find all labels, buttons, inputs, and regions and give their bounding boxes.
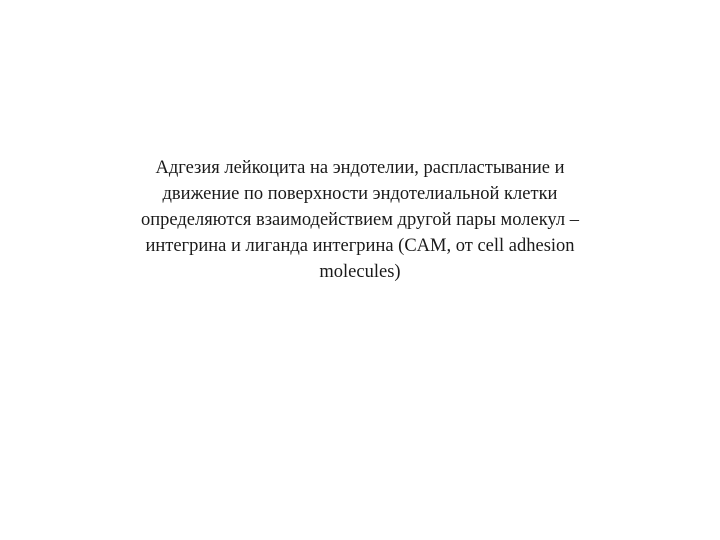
body-text: [110, 155, 610, 285]
text-line: определяются взаимодействием другой пары молекул –: [141, 210, 579, 230]
text-line: интегрина и лиганда интегрина (CAM, от cell adhesion: [145, 236, 575, 256]
text-line: движение по поверхности эндотелиальной клетки: [162, 184, 558, 204]
text-line: molecules): [319, 262, 401, 282]
text-line: Адгезия лейкоцита на эндотелии, распластывание и: [155, 158, 565, 178]
